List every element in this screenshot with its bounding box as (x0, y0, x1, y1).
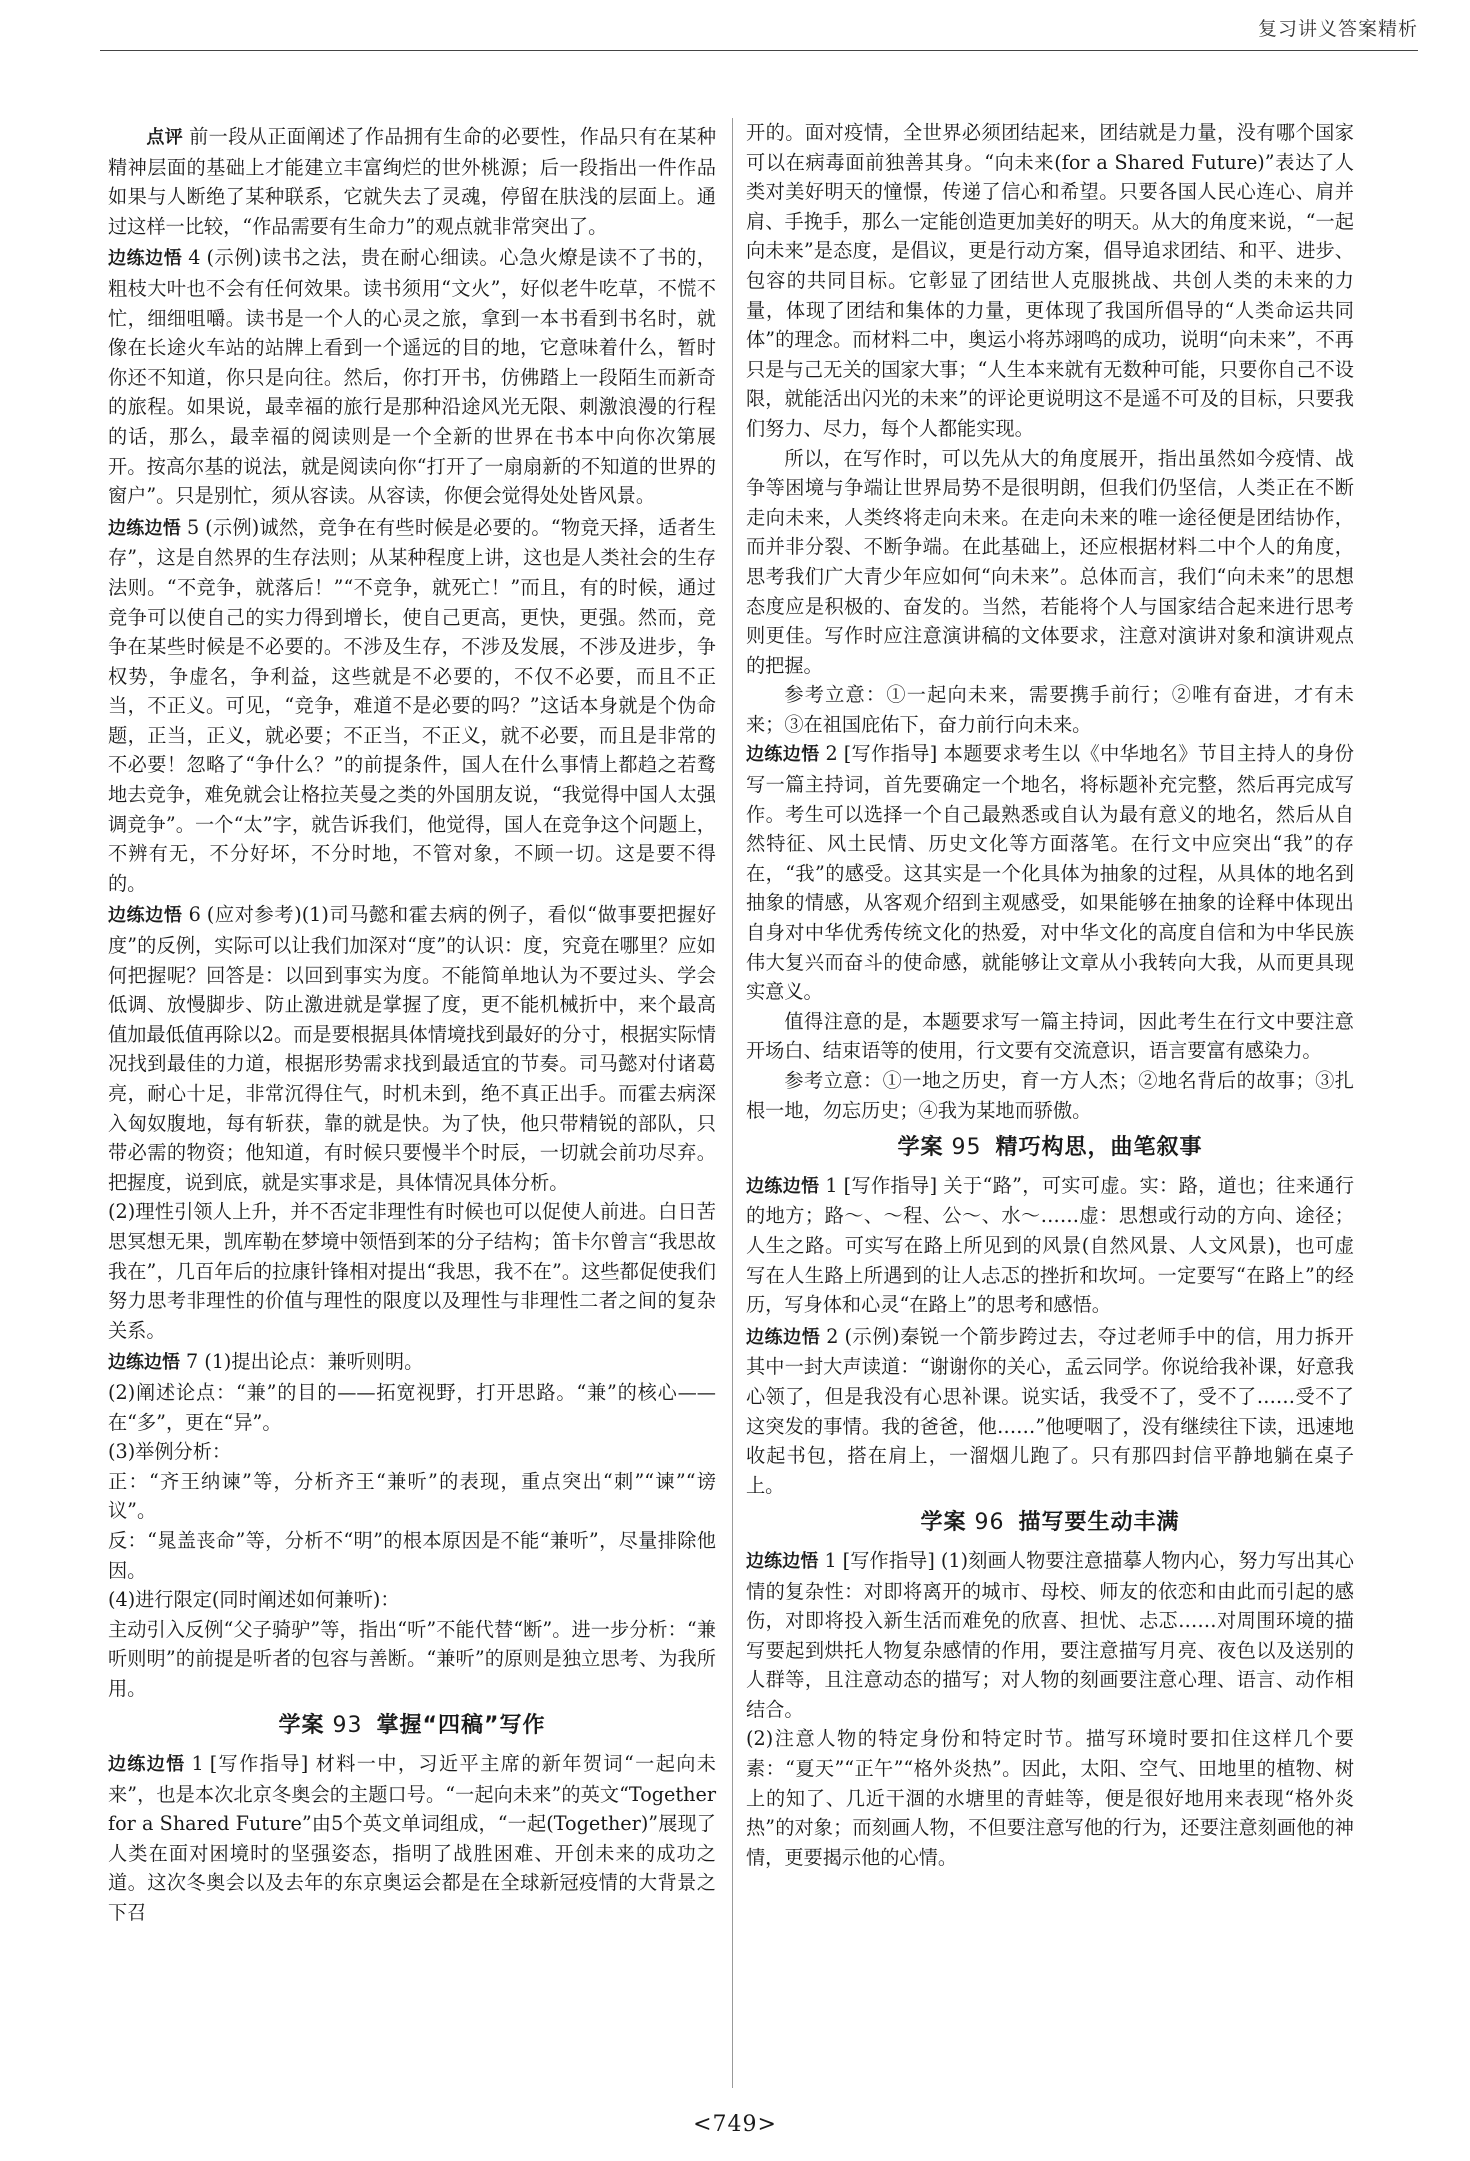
page-number: <749> (693, 2112, 777, 2137)
exercise-text: 材料一中，习近平主席的新年贺词“一起向未来”，也是本次北京冬奥会的主题口号。“一起向未来”的英文“Together for a Shared Future”由5个英文单词组成，“一起(Together)”展现了人类在面对困境时的坚强姿态，指明了战胜困难、开创未来的成功之道。这次冬奥会以及去年的东京奥运会都是在全球新冠疫情的大背景之下召 (108, 1752, 716, 1925)
exercise-text: (1)提出论点：兼听则明。 (204, 1350, 424, 1374)
section-number: 96 (974, 1510, 1005, 1536)
exercise-93-1 (108, 1749, 716, 1928)
exercise-tag: 边练边悟 (108, 905, 183, 927)
exercise-text: (2)理性引领人上升，并不否定非理性有时候也可以促使人前进。白日苦思冥想无果，凯库勒在梦境中领悟到苯的分子结构；笛卡尔曾言“我思故我在”，几百年后的拉康针锋相对提出“我思，我不在”。这些都促使我们努力思考非理性的价值与理性的限度以及理性与非理性二者之间的复杂关系。 (108, 1200, 716, 1342)
exercise-5 (108, 513, 716, 899)
exercise-number: 1 (191, 1752, 204, 1776)
exercise-number: 2 (826, 1324, 839, 1348)
exercise-tag: 边练边悟 (108, 1754, 186, 1776)
section-prefix: 学案 (897, 1135, 944, 1161)
reference-ideas: 参考立意：①一地之历史，育一方人杰；②地名背后的故事；③扎根一地，勿忘历史；④我为某地而骄傲。 (746, 1069, 1354, 1122)
exercise-number: 5 (186, 515, 200, 539)
exercise-tag: 边练边悟 (108, 1352, 180, 1374)
exercise-95-1 (746, 1171, 1354, 1320)
exercise-6 (108, 900, 716, 1345)
exercise-number: 4 (188, 246, 201, 270)
section-heading-93 (108, 1711, 716, 1741)
exercise-tag: 边练边悟 (746, 744, 820, 766)
exercise-number: 6 (188, 903, 201, 927)
section-title: 描写要生动丰满 (1018, 1510, 1180, 1536)
exercise-text: (示例)诚然，竞争在有些时候是必要的。“物竞天择，适者生存”，这是自然界的生存法则；从某种程度上讲，这也是人类社会的生存法则。“不竞争，就落后！”“不竞争，就死亡！”而且，有的时候，通过竞争可以使自己的实力得到增长，使自己更高，更快，更强。然而，竞争在某些时候是不必要的。不涉及生存，不涉及发展，不涉及进步，争权势，争虚名，争利益，这些就是不必要的，不仅不必要，而且不正当，不正义。可见，“竞争，难道不是必要的吗？”这话本身就是个伪命题，正当，正义，就必要；不正当，不正义，就不必要，而且是非常的不必要！忽略了“争什么？”的前提条件，国人在什么事情上都趋之若鹜地去竞争，难免就会让格拉芙曼之类的外国朋友说，“我觉得中国人太强调竞争”。一个“太”字，就告诉我们，他觉得，国人在竞争这个问题上，不辨有无，不分好坏，不分时地，不管对象，不顾一切。这是要不得的。 (108, 515, 717, 895)
writing-guide-label: [写作指导] (842, 1548, 935, 1572)
exercise-text: 本题要求考生以《中华地名》节目主持人的身份写一篇主持词，首先要确定一个地名，将标题补充完整，然后再完成写作。考生可以选择一个自己最熟悉或自认为最有意义的地名，然后从自然特征、风土民情、历史文化等方面落笔。在行文中应突出“我”的存在，“我”的感受。这其实是一个化具体为抽象的过程，从具体的地名到抽象的情感，从客观介绍到主观感受，如果能够在抽象的诠释中体现出自身对中华优秀传统文化的热爱，对中华文化的高度自信和为中华民族伟大复兴而奋斗的使命感，就能够让文章从小我转向大我，从而更具现实意义。 (746, 742, 1354, 1004)
header-rule (100, 50, 1418, 51)
exercise-number: 2 (825, 742, 838, 766)
column-divider (732, 118, 733, 2088)
exercise-line: 反：“晁盖丧命”等，分析不“明”的根本原因是不能“兼听”，尽量排除他因。 (108, 1528, 716, 1582)
exercise-95-2 (746, 1322, 1354, 1501)
exercise-text: 值得注意的是，本题要求写一篇主持词，因此考生在行文中要注意开场白、结束语等的使用，行文要有交流意识，语言要富有感染力。 (746, 1009, 1354, 1063)
exercise-line: 主动引入反例“父子骑驴”等，指出“听”不能代替“断”。进一步分析：“兼听则明”的前提是听者的包容与善断。“兼听”的原则是独立思考、为我所用。 (108, 1617, 716, 1700)
section-heading-95 (746, 1133, 1354, 1163)
section-heading-96 (746, 1508, 1354, 1538)
section-prefix: 学案 (920, 1510, 967, 1536)
section-number: 93 (332, 1713, 363, 1739)
exercise-number: 1 (824, 1548, 837, 1572)
comment-tag: 点评 (146, 127, 184, 148)
right-column (746, 118, 1354, 1874)
exercise-text: (1)刻画人物要注意描摹人物内心，努力写出其心情的复杂性：对即将离开的城市、母校、师友的依恋和由此而引起的感伤，对即将投入新生活而难免的欣喜、担忧、忐忑……对周围环境的描写要起到烘托人物复杂感情的作用，要注意描写月亮、夜色以及送别的人群等，且注意动态的描写；对人物的刻画要注意心理、语言、动作相结合。 (746, 1548, 1354, 1721)
section-prefix: 学案 (278, 1713, 325, 1739)
exercise-tag: 边练边悟 (108, 517, 181, 539)
left-column (108, 122, 716, 1930)
continued-text: 开的。面对疫情，全世界必须团结起来，团结就是力量，没有哪个国家可以在病毒面前独善其身。“向未来(for a Shared Future)”表达了人类对美好明天的憧憬，传递了信心和希望。只要各国人民心连心、肩并肩、手挽手，那么一定能创造更加美好的明天。从大的角度来说，“一起向未来”是态度，是倡议，更是行动方案，倡导追求团结、和平、进步、包容的共同目标。它彰显了团结世人克服挑战、共创人类的未来的力量，体现了团结和集体的力量，更体现了我国所倡导的“人类命运共同体”的理念。而材料二中，奥运小将苏翊鸣的成功，说明“向未来”，不再只是与己无关的国家大事；“人生本来就有无数种可能，只要你自己不设限，就能活出闪光的未来”的评论更说明这不是遥不可及的目标，只要我们努力、尽力，每个人都能实现。 (746, 121, 1354, 440)
exercise-96-1 (746, 1546, 1354, 1873)
exercise-text: 关于“路”，可实可虚。实：路，道也；往来通行的地方；路～、～程、公～、水～……虚：思想或行动的方向、途径；人生之路。可实写在路上所见到的风景(自然风景、人文风景)，也可虚写在人生路上所遇到的让人忐忑的挫折和坎坷。一定要写“在路上”的经历，写身体和心灵“在路上”的思考和感悟。 (746, 1173, 1355, 1317)
writing-guide-label: [写作指导] (843, 1173, 938, 1197)
section-title: 精巧构思，曲笔叙事 (995, 1135, 1203, 1161)
exercise-number: 7 (186, 1350, 199, 1374)
exercise-tag: 边练边悟 (746, 1326, 821, 1348)
exercise-text: (2)注意人物的特定身份和特定时节。描写环境时要扣住这样几个要素：“夏天”“正午”“格外炎热”。因此，太阳、空气、田地里的植物、树上的知了、几近干涸的水塘里的青蛙等，便是很好地用来表现“格外炎热”的对象；而刻画人物，不但要注意写他的行为，还要注意刻画他的神情，更要揭示他的心情。 (746, 1727, 1354, 1869)
exercise-line: 正：“齐王纳谏”等，分析齐王“兼听”的表现，重点突出“刺”“谏”“谤议”。 (108, 1469, 716, 1523)
writing-guide-label: [写作指导] (843, 742, 938, 766)
exercise-line: (4)进行限定(同时阐述如何兼听)： (108, 1588, 400, 1612)
section-title: 掌握“四稿”写作 (376, 1713, 546, 1739)
continued-text: 所以，在写作时，可以先从大的角度展开，指出虽然如今疫情、战争等困境与争端让世界局势不是很明朗，但我们仍坚信，人类正在不断走向未来，人类终将走向未来。在走向未来的唯一途径便是团结协作，而并非分裂、不断争端。在此基础上，还应根据材料二中个人的角度，思考我们广大青少年应如何“向未来”。总体而言，我们“向未来”的思想态度应是积极的、奋发的。当然，若能将个人与国家结合起来进行思考则更佳。写作时应注意演讲稿的文体要求，注意对演讲对象和演讲观点的把握。 (746, 446, 1354, 677)
exercise-text: (应对参考)(1)司马懿和霍去病的例子，看似“做事要把握好度”的反例，实际可以让我们加深对“度”的认识：度，究竟在哪里？应如何把握呢？回答是：以回到事实为度。不能简单地认为不要过头、学会低调、放慢脚步、防止激进就是掌握了度，更不能机械折中，来个最高值加最低值再除以2。而是要根据具体情境找到最好的分寸，根据实际情况找到最佳的力道，根据形势需求找到最适宜的节奏。司马懿对付诸葛亮，耐心十足，非常沉得住气，时机未到，绝不真正出手。而霍去病深入匈奴腹地，每有斩获，靠的就是快。为了快，他只带精锐的部队，只带必需的物资；他知道，有时候只要慢半个时辰，一切就会前功尽弃。把握度，说到底，就是实事求是，具体情况具体分析。 (108, 903, 717, 1194)
exercise-7 (108, 1347, 716, 1703)
reference-ideas: 参考立意：①一起向未来，需要携手前行；②唯有奋进，才有未来；③在祖国庇佑下，奋力前行向未来。 (746, 683, 1354, 736)
exercise-line: (2)阐述论点：“兼”的目的——拓宽视野，打开思路。“兼”的核心——在“多”，更在“异”。 (108, 1380, 716, 1434)
running-header: 复习讲义答案精析 (1257, 18, 1418, 40)
exercise-line: (3)举例分析： (108, 1440, 232, 1464)
exercise-number: 1 (825, 1173, 838, 1197)
exercise-tag: 边练边悟 (746, 1550, 819, 1572)
comment-block (108, 122, 716, 241)
section-number: 95 (951, 1135, 982, 1161)
exercise-text: (示例)读书之法，贵在耐心细读。心急火燎是读不了书的，粗枝大叶也不会有任何效果。读书须用“文火”，好似老牛吃草，不慌不忙，细细咀嚼。读书是一个人的心灵之旅，拿到一本书看到书名时，就像在长途火车站的站牌上看到一个遥远的目的地，它意味着什么，暂时你还不知道，你只是向往。然后，你打开书，仿佛踏上一段陌生而新奇的旅程。如果说，最幸福的旅行是那种沿途风光无限、刺激浪漫的行程的话，那么，最幸福的阅读则是一个全新的世界在书本中向你次第展开。按高尔基的说法，就是阅读向你“打开了一扇扇新的不知道的世界的窗户”。只是别忙，须从容读。从容读，你便会觉得处处皆风景。 (108, 246, 716, 508)
exercise-4 (108, 243, 716, 510)
exercise-tag: 边练边悟 (746, 1175, 820, 1197)
writing-guide-label: [写作指导] (209, 1752, 309, 1776)
exercise-tag: 边练边悟 (108, 248, 183, 270)
exercise-text: (示例)秦锐一个箭步跨过去，夺过老师手中的信，用力拆开其中一封大声读道：“谢谢你的关心，孟云同学。你说给我补课，好意我心领了，但是我没有心思补课。说实话，我受不了，受不了……受不了这突发的事情。我的爸爸，他……”他哽咽了，没有继续往下读，迅速地收起书包，搭在肩上，一溜烟儿跑了。只有那四封信平静地躺在桌子上。 (746, 1324, 1354, 1497)
exercise-93-2 (746, 739, 1354, 1125)
comment-text: 前一段从正面阐述了作品拥有生命的必要性，作品只有在某种精神层面的基础上才能建立丰富绚烂的世外桃源；后一段指出一件作品如果与人断绝了某种联系，它就失去了灵魂，停留在肤浅的层面上。通过这样一比较，“作品需要有生命力”的观点就非常突出了。 (108, 125, 717, 238)
